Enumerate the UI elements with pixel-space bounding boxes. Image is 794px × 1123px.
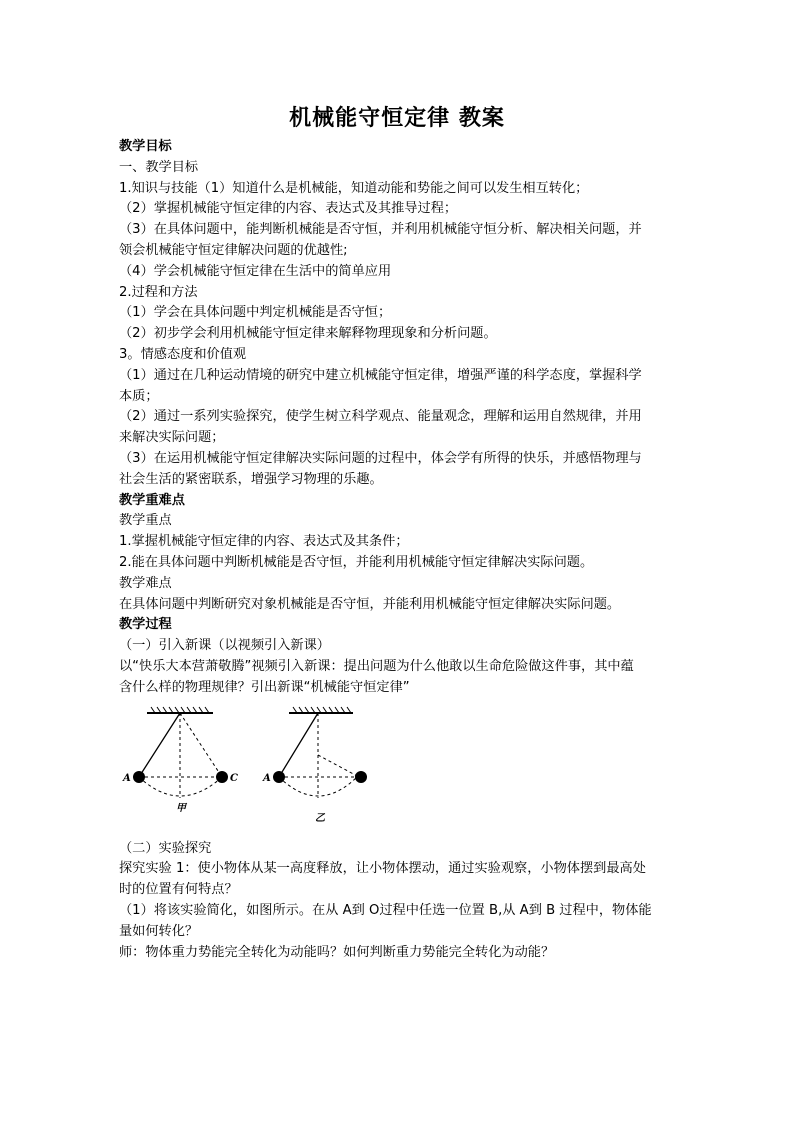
text-line: （二）实验探究 [119,840,212,856]
text-line: 教学难点 [119,575,172,591]
text-line: 时的位置有何特点？ [119,882,238,898]
text-line: 领会机械能守恒定律解决问题的优越性; [119,242,348,258]
text-line: 3。情感态度和价值观 [119,346,247,362]
text-line: （1）学会在具体问题中判定机械能是否守恒； [119,305,392,321]
label-a-right: A [263,772,271,784]
text-line: 社会生活的紧密联系，增强学习物理的乐趣。 [119,471,383,487]
document-title: 机械能守恒定律 教案 [289,106,505,131]
text-line: 2.过程和方法 [119,284,198,300]
pendulum-right [262,707,367,824]
text-line: 以“快乐大本营萧敬腾”视频引入新课：提出问题为什么他敢以生命危险做这件事，其中蕴 [119,658,634,674]
section-heading: 教学过程 [119,617,172,633]
text-line: 来解决实际问题； [119,430,225,446]
text-line: 在具体问题中判断研究对象机械能是否守恒，并能利用机械能守恒定律解决实际问题。 [119,596,621,612]
text-line: （一）引入新课（以视频引入新课） [119,638,330,654]
text-line: 一、教学目标 [119,159,199,175]
caption-right: 乙 [315,812,325,824]
section-heading: 教学目标 [119,139,172,154]
label-a-left: A [123,772,131,784]
text-line: 教学重点 [119,513,172,529]
text-line: 师：物体重力势能完全转化为动能吗？如何判断重力势能完全转化为动能？ [119,944,555,960]
text-line: 2.能在具体问题中判断机械能是否守恒，并能利用机械能守恒定律解决实际问题。 [119,554,594,570]
text-line: （4）学会机械能守恒定律在生活中的简单应用 [119,263,392,279]
text-line: （2）初步学会利用机械能守恒定律来解释物理现象和分析问题。 [119,326,497,342]
text-line: （3）在具体问题中，能判断机械能是否守恒，并利用机械能守恒分析、解决相关问题，并 [119,222,642,238]
text-line: 探究实验 1：使小物体从某一高度释放，让小物体摆动，通过实验观察，小物体摆到最高处 [119,861,646,877]
text-line: （3）在运用机械能守恒定律解决实际问题的过程中，体会学有所得的快乐，并感悟物理与 [119,450,642,466]
text-line: 1.掌握机械能守恒定律的内容、表达式及其条件； [119,534,409,550]
caption-left: 甲 [176,802,186,814]
text-line: 1.知识与技能（1）知道什么是机械能，知道动能和势能之间可以发生相互转化； [119,180,589,196]
text-line: （1）通过在几种运动情境的研究中建立机械能守恒定律，增强严谨的科学态度，掌握科学 [119,367,642,383]
document-body [119,137,679,963]
text-line: 本质； [119,388,159,404]
text-line: 量如何转化？ [119,923,199,939]
section-heading: 教学重难点 [119,492,185,508]
pendulum-figure [119,703,399,833]
text-block-2 [119,839,679,964]
text-line: 含什么样的物理规律？引出新课“机械能守恒定律” [119,679,410,695]
text-block-1 [119,137,679,699]
text-line: （2）通过一系列实验探究，使学生树立科学观点、能量观念，理解和运用自然规律，并用 [119,409,642,425]
text-line: （1）将该实验简化，如图所示。在从 A到 O过程中任选一位置 B,从 A到 B 过程中，物体能 [119,902,652,918]
text-line: （2）掌握机械能守恒定律的内容、表达式及其推导过程； [119,201,458,217]
pendulum-left [122,707,238,814]
label-c-left: C [230,772,238,784]
